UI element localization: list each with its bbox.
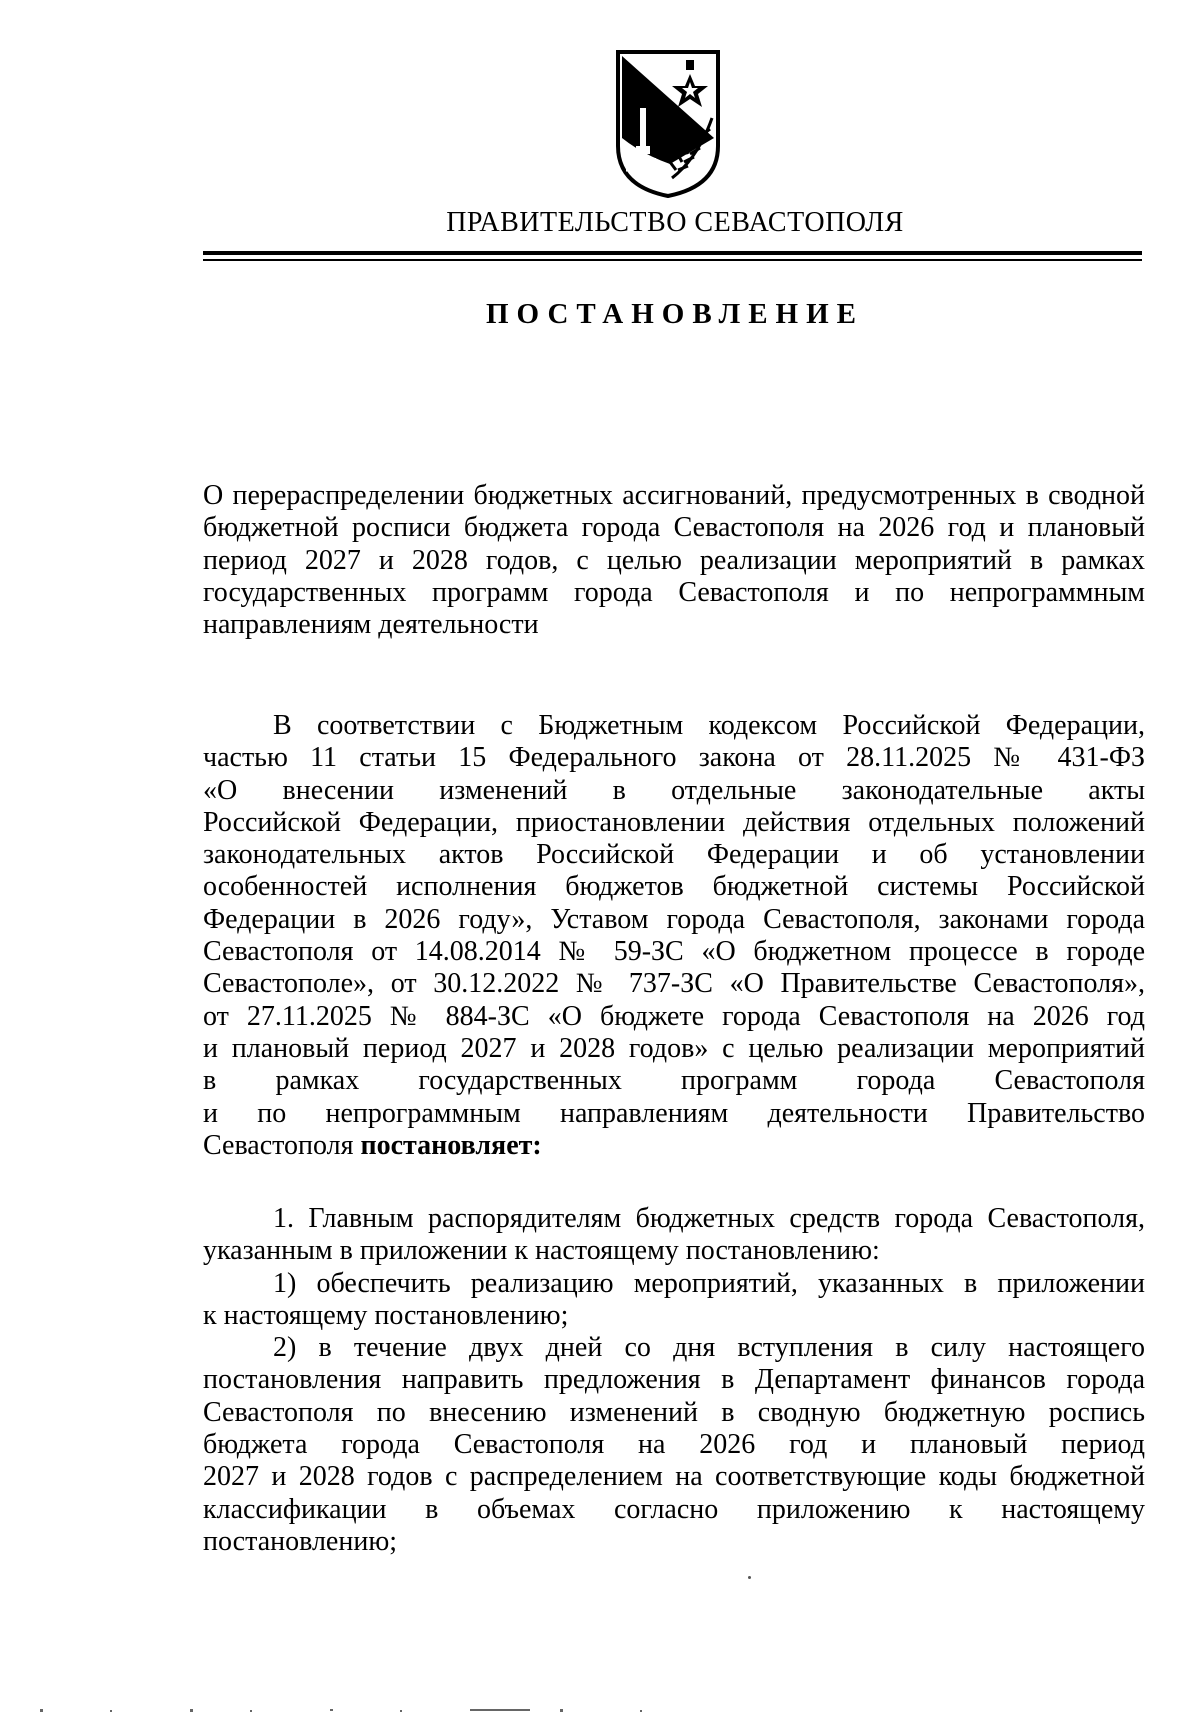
header-rule-thick (203, 251, 1142, 255)
title-line: направлениям деятельности (203, 609, 539, 641)
title-line: бюджетной росписи бюджета города Севастополя на 2026 год и плановый (203, 512, 1145, 544)
preamble-line: и по непрограммным направлениям деятельности Правительство (203, 1097, 1145, 1129)
preamble-line: Севастополя от 14.08.2014 № 59-ЗС «О бюджетном процессе в городе (203, 936, 1145, 968)
preamble-line: Российской Федерации, приостановлении действия отдельных положений (203, 806, 1145, 838)
preamble-line: частью 11 статьи 15 Федерального закона от 28.11.2025 № 431-ФЗ (203, 742, 1145, 774)
preamble-line: особенностей исполнения бюджетов бюджетной системы Российской (203, 871, 1145, 903)
preamble-line: и плановый период 2027 и 2028 годов» с целью реализации мероприятий (203, 1032, 1145, 1064)
resolution-verb: постановляет: (360, 1129, 542, 1161)
item-line: 2) в течение двух дней со дня вступления в силу настоящего (273, 1332, 1145, 1364)
item-line: 1. Главным распорядителям бюджетных средств города Севастополя, (273, 1203, 1145, 1234)
item-line: постановлению; (203, 1525, 398, 1557)
item-line: 1) обеспечить реализацию мероприятий, указанных в приложении (273, 1267, 1145, 1299)
title-line: государственных программ города Севастополя и по непрограммным (203, 576, 1145, 608)
scan-speck (748, 1576, 751, 1579)
preamble-line: Севастополе», от 30.12.2022 № 737-ЗС «О Правительстве Севастополя», (203, 968, 1145, 1000)
title-line: О перераспределении бюджетных ассигнований, предусмотренных в сводной (203, 480, 1145, 511)
preamble-line: «О внесении изменений в отдельные законодательные акты (203, 774, 1145, 806)
item-line: бюджета города Севастополя на 2026 год и плановый период (203, 1429, 1145, 1461)
title-line: период 2027 и 2028 годов, с целью реализации мероприятий в рамках (203, 544, 1145, 576)
resolution-items (203, 1203, 1145, 1558)
preamble-line: В соответствии с Бюджетным кодексом Российской Федерации, (273, 710, 1145, 741)
preamble-paragraph (203, 710, 1145, 1162)
item-line: к настоящему постановлению; (203, 1299, 569, 1331)
scan-edge-noise (0, 1705, 1200, 1715)
item-line: 2027 и 2028 годов с распределением на соответствующие коды бюджетной (203, 1461, 1145, 1493)
preamble-line: законодательных актов Российской Федерации и об установлении (203, 839, 1145, 871)
item-line: указанным в приложении к настоящему постановлению: (203, 1235, 880, 1267)
item-line: классификации в объемах согласно приложению к настоящему (203, 1493, 1145, 1525)
item-line: Севастополя по внесению изменений в сводную бюджетную роспись (203, 1396, 1145, 1428)
sevastopol-coat-of-arms-icon (612, 46, 724, 198)
preamble-closing-prefix: Севастополя (203, 1129, 361, 1161)
document-type-heading: ПОСТАНОВЛЕНИЕ (485, 298, 864, 330)
header-rule-thin (203, 259, 1142, 261)
preamble-line: в рамках государственных программ города Севастополя (203, 1065, 1145, 1097)
preamble-line: от 27.11.2025 № 884-ЗС «О бюджете города Севастополя на 2026 год (203, 1000, 1145, 1032)
document-title (203, 480, 1145, 641)
organization-name: ПРАВИТЕЛЬСТВО СЕВАСТОПОЛЯ (446, 207, 904, 238)
preamble-closing-line (203, 1130, 1145, 1162)
item-line: постановления направить предложения в Департамент финансов города (203, 1364, 1145, 1396)
preamble-line: Федерации в 2026 году», Уставом города Севастополя, законами города (203, 903, 1145, 935)
